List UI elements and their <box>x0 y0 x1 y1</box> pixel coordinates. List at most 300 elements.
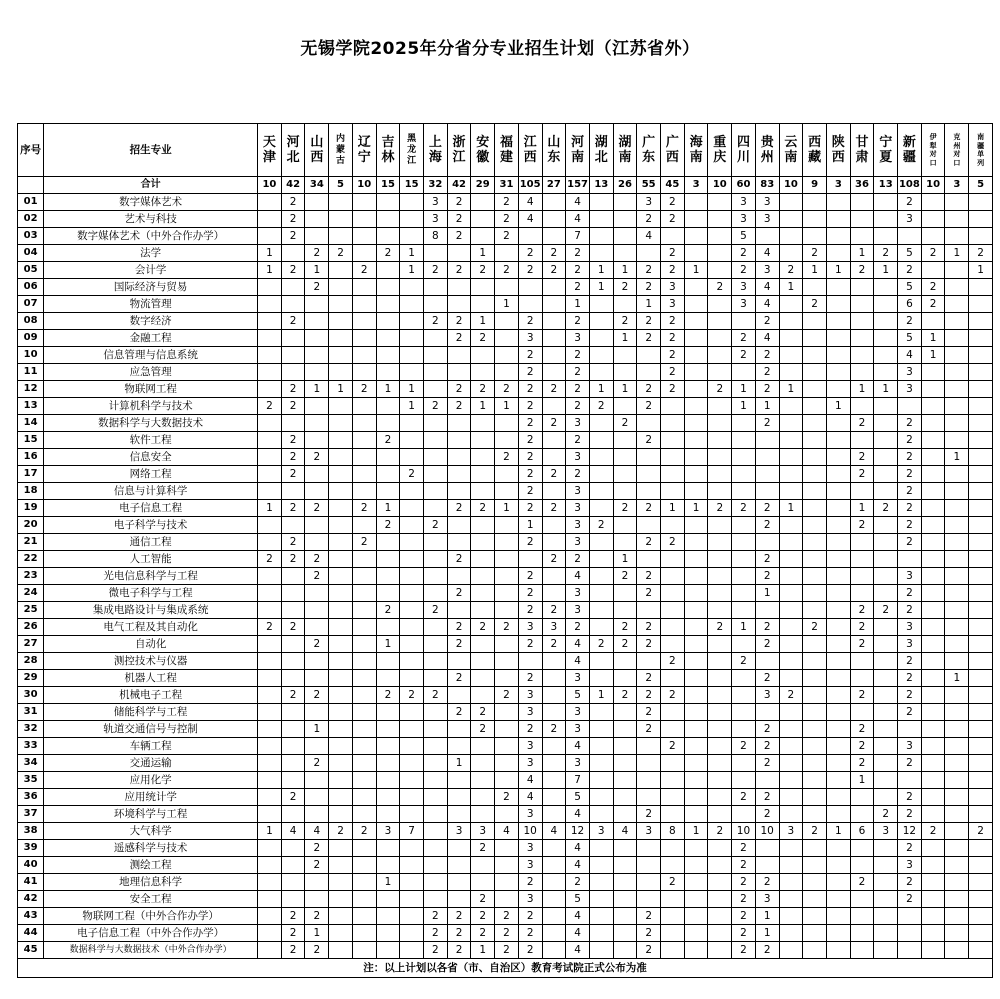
quota-cell <box>684 194 708 211</box>
quota-cell <box>352 755 376 772</box>
total-value-cell: 36 <box>850 177 874 194</box>
quota-cell <box>329 789 353 806</box>
table-row <box>18 840 993 857</box>
quota-cell <box>850 279 874 296</box>
quota-cell <box>708 398 732 415</box>
quota-cell <box>352 857 376 874</box>
quota-cell <box>400 500 424 517</box>
quota-cell <box>708 330 732 347</box>
quota-cell <box>945 381 969 398</box>
quota-cell: 6 <box>850 823 874 840</box>
quota-cell <box>708 313 732 330</box>
quota-cell: 4 <box>566 806 590 823</box>
quota-cell: 2 <box>755 568 779 585</box>
quota-cell <box>684 738 708 755</box>
quota-cell <box>708 432 732 449</box>
row-major-name: 机械电子工程 <box>44 687 258 704</box>
quota-cell <box>755 704 779 721</box>
quota-cell <box>684 857 708 874</box>
quota-cell <box>945 636 969 653</box>
row-major-name: 信息与计算科学 <box>44 483 258 500</box>
quota-cell <box>874 636 898 653</box>
quota-cell <box>874 211 898 228</box>
quota-cell: 2 <box>495 381 519 398</box>
quota-cell <box>684 908 708 925</box>
quota-cell <box>732 636 756 653</box>
quota-cell <box>826 466 850 483</box>
quota-cell <box>921 619 945 636</box>
quota-cell <box>495 517 519 534</box>
quota-cell <box>779 194 803 211</box>
quota-cell <box>661 602 685 619</box>
quota-cell <box>969 432 993 449</box>
province-name: 江 西 <box>523 135 537 165</box>
quota-cell <box>258 534 282 551</box>
quota-cell: 2 <box>566 432 590 449</box>
total-value-cell: 42 <box>447 177 471 194</box>
row-major-name: 大气科学 <box>44 823 258 840</box>
quota-cell: 8 <box>661 823 685 840</box>
quota-cell: 3 <box>732 211 756 228</box>
quota-cell: 4 <box>755 279 779 296</box>
quota-cell: 2 <box>305 840 329 857</box>
quota-cell <box>945 687 969 704</box>
quota-cell <box>352 602 376 619</box>
row-seq: 02 <box>18 211 44 228</box>
quota-cell <box>708 636 732 653</box>
quota-cell <box>969 500 993 517</box>
quota-cell <box>921 687 945 704</box>
quota-cell <box>376 653 400 670</box>
quota-cell <box>826 857 850 874</box>
row-seq: 19 <box>18 500 44 517</box>
quota-cell <box>661 415 685 432</box>
quota-cell <box>826 534 850 551</box>
quota-cell <box>471 279 495 296</box>
quota-cell <box>258 925 282 942</box>
quota-cell <box>352 806 376 823</box>
quota-cell <box>495 755 519 772</box>
row-major-name: 艺术与科技 <box>44 211 258 228</box>
quota-cell <box>400 874 424 891</box>
quota-cell <box>779 398 803 415</box>
header-province <box>803 124 827 177</box>
quota-cell: 3 <box>755 687 779 704</box>
quota-cell: 1 <box>400 381 424 398</box>
quota-cell: 2 <box>495 789 519 806</box>
quota-cell <box>945 211 969 228</box>
quota-cell: 3 <box>898 636 922 653</box>
quota-cell <box>779 619 803 636</box>
quota-cell <box>495 721 519 738</box>
header-province <box>589 124 613 177</box>
quota-cell <box>708 840 732 857</box>
quota-cell <box>305 296 329 313</box>
quota-cell <box>542 942 566 959</box>
quota-cell <box>329 483 353 500</box>
province-name: 甘 肃 <box>855 135 869 165</box>
quota-cell: 2 <box>305 551 329 568</box>
quota-cell: 3 <box>755 211 779 228</box>
row-major-name: 轨道交通信号与控制 <box>44 721 258 738</box>
quota-cell <box>874 483 898 500</box>
quota-cell <box>305 364 329 381</box>
quota-cell <box>613 789 637 806</box>
total-value-cell: 42 <box>281 177 305 194</box>
quota-cell <box>258 296 282 313</box>
header-province <box>945 124 969 177</box>
quota-cell: 3 <box>732 194 756 211</box>
quota-cell: 3 <box>898 619 922 636</box>
quota-cell <box>732 313 756 330</box>
quota-cell: 2 <box>708 381 732 398</box>
quota-cell: 4 <box>755 245 779 262</box>
quota-cell <box>329 262 353 279</box>
quota-cell <box>874 194 898 211</box>
quota-cell <box>447 466 471 483</box>
quota-cell <box>376 534 400 551</box>
quota-cell <box>732 721 756 738</box>
quota-cell <box>708 466 732 483</box>
quota-cell <box>708 262 732 279</box>
row-major-name: 数字媒体艺术 <box>44 194 258 211</box>
table-row <box>18 568 993 585</box>
quota-cell: 4 <box>566 568 590 585</box>
quota-cell: 2 <box>898 755 922 772</box>
quota-cell <box>542 568 566 585</box>
quota-cell <box>258 466 282 483</box>
quota-cell <box>258 347 282 364</box>
quota-cell <box>447 432 471 449</box>
quota-cell <box>281 602 305 619</box>
quota-cell <box>921 636 945 653</box>
table-row <box>18 619 993 636</box>
quota-cell: 2 <box>637 704 661 721</box>
quota-cell <box>329 415 353 432</box>
quota-cell <box>471 670 495 687</box>
header-province <box>826 124 850 177</box>
quota-cell: 2 <box>661 262 685 279</box>
quota-cell <box>352 228 376 245</box>
quota-cell <box>613 942 637 959</box>
quota-cell: 2 <box>424 602 448 619</box>
quota-cell <box>850 347 874 364</box>
quota-cell: 2 <box>447 704 471 721</box>
quota-cell <box>874 330 898 347</box>
quota-cell: 4 <box>613 823 637 840</box>
row-major-name: 交通运输 <box>44 755 258 772</box>
quota-cell: 2 <box>447 636 471 653</box>
quota-cell: 2 <box>661 381 685 398</box>
quota-cell: 2 <box>352 262 376 279</box>
quota-cell: 2 <box>732 653 756 670</box>
quota-cell: 4 <box>566 738 590 755</box>
quota-cell <box>708 517 732 534</box>
quota-cell: 2 <box>898 687 922 704</box>
quota-cell <box>613 534 637 551</box>
quota-cell <box>874 398 898 415</box>
quota-cell <box>258 432 282 449</box>
enrollment-plan-table <box>17 123 993 978</box>
row-major-name: 通信工程 <box>44 534 258 551</box>
quota-cell: 2 <box>898 432 922 449</box>
quota-cell <box>945 653 969 670</box>
quota-cell <box>637 857 661 874</box>
quota-cell <box>352 415 376 432</box>
quota-cell <box>803 330 827 347</box>
quota-cell <box>921 670 945 687</box>
quota-cell <box>732 466 756 483</box>
quota-cell <box>424 874 448 891</box>
quota-cell: 1 <box>779 500 803 517</box>
table-row <box>18 772 993 789</box>
quota-cell: 2 <box>708 500 732 517</box>
row-major-name: 电子信息工程（中外合作办学） <box>44 925 258 942</box>
quota-cell: 2 <box>661 738 685 755</box>
quota-cell <box>684 942 708 959</box>
quota-cell <box>400 840 424 857</box>
quota-cell <box>589 670 613 687</box>
province-name: 河 南 <box>571 135 585 165</box>
quota-cell: 4 <box>566 211 590 228</box>
quota-cell <box>352 330 376 347</box>
row-seq: 21 <box>18 534 44 551</box>
table-row <box>18 347 993 364</box>
quota-cell <box>850 704 874 721</box>
province-name: 宁 夏 <box>879 135 893 165</box>
quota-cell: 2 <box>447 194 471 211</box>
table-row <box>18 653 993 670</box>
quota-cell: 2 <box>542 262 566 279</box>
quota-cell <box>708 483 732 500</box>
quota-cell <box>898 925 922 942</box>
quota-cell: 2 <box>755 738 779 755</box>
quota-cell <box>850 364 874 381</box>
quota-cell <box>305 313 329 330</box>
quota-cell <box>471 483 495 500</box>
quota-cell: 2 <box>376 517 400 534</box>
quota-cell <box>684 755 708 772</box>
quota-cell <box>826 245 850 262</box>
quota-cell: 4 <box>637 228 661 245</box>
quota-cell <box>969 551 993 568</box>
quota-cell: 2 <box>637 211 661 228</box>
quota-cell <box>969 840 993 857</box>
quota-cell <box>613 466 637 483</box>
quota-cell <box>803 568 827 585</box>
quota-cell <box>779 908 803 925</box>
quota-cell: 3 <box>518 330 542 347</box>
quota-cell <box>826 891 850 908</box>
quota-cell: 2 <box>850 415 874 432</box>
quota-cell <box>400 653 424 670</box>
quota-cell: 3 <box>566 330 590 347</box>
quota-cell: 2 <box>921 823 945 840</box>
quota-cell: 2 <box>424 313 448 330</box>
quota-cell <box>826 789 850 806</box>
quota-cell <box>898 942 922 959</box>
quota-cell <box>329 466 353 483</box>
quota-cell <box>258 381 282 398</box>
quota-cell <box>281 415 305 432</box>
quota-cell <box>258 789 282 806</box>
quota-cell <box>447 347 471 364</box>
quota-cell: 2 <box>281 313 305 330</box>
row-major-name: 地理信息科学 <box>44 874 258 891</box>
quota-cell <box>305 483 329 500</box>
quota-cell <box>281 653 305 670</box>
province-name: 山 西 <box>310 135 324 165</box>
header-province <box>661 124 685 177</box>
quota-cell: 2 <box>566 619 590 636</box>
quota-cell: 1 <box>826 823 850 840</box>
quota-cell <box>826 279 850 296</box>
quota-cell: 2 <box>495 194 519 211</box>
quota-cell <box>874 347 898 364</box>
province-name: 安 徽 <box>476 135 490 165</box>
total-value-cell: 26 <box>613 177 637 194</box>
quota-cell <box>447 653 471 670</box>
quota-cell <box>400 602 424 619</box>
quota-cell: 4 <box>566 840 590 857</box>
quota-cell <box>471 466 495 483</box>
province-name: 南 疆 单 列 <box>977 133 985 167</box>
quota-cell <box>471 874 495 891</box>
quota-cell: 1 <box>921 330 945 347</box>
quota-cell <box>589 245 613 262</box>
quota-cell <box>661 398 685 415</box>
quota-cell <box>518 228 542 245</box>
quota-cell: 3 <box>518 704 542 721</box>
quota-cell <box>921 568 945 585</box>
quota-cell <box>376 551 400 568</box>
quota-cell <box>945 500 969 517</box>
quota-cell <box>969 653 993 670</box>
header-province <box>305 124 329 177</box>
quota-cell <box>898 908 922 925</box>
quota-cell: 2 <box>589 398 613 415</box>
quota-cell: 2 <box>779 687 803 704</box>
quota-cell <box>921 942 945 959</box>
quota-cell <box>684 687 708 704</box>
quota-cell <box>305 772 329 789</box>
quota-cell <box>969 517 993 534</box>
quota-cell <box>281 721 305 738</box>
quota-cell: 3 <box>518 687 542 704</box>
quota-cell: 2 <box>874 500 898 517</box>
quota-cell: 3 <box>542 619 566 636</box>
quota-cell <box>400 551 424 568</box>
quota-cell: 2 <box>969 823 993 840</box>
quota-cell: 3 <box>566 704 590 721</box>
quota-cell <box>329 534 353 551</box>
quota-cell <box>258 568 282 585</box>
quota-cell <box>684 772 708 789</box>
quota-cell: 2 <box>495 228 519 245</box>
row-seq: 12 <box>18 381 44 398</box>
quota-cell <box>708 534 732 551</box>
quota-cell <box>424 653 448 670</box>
quota-cell <box>684 449 708 466</box>
table-row <box>18 704 993 721</box>
quota-cell <box>281 347 305 364</box>
quota-cell <box>400 279 424 296</box>
quota-cell <box>305 891 329 908</box>
quota-cell <box>945 347 969 364</box>
quota-cell <box>661 619 685 636</box>
total-value-cell: 13 <box>589 177 613 194</box>
quota-cell <box>850 330 874 347</box>
quota-cell <box>495 891 519 908</box>
quota-cell: 2 <box>755 500 779 517</box>
quota-cell <box>352 551 376 568</box>
quota-cell <box>613 653 637 670</box>
quota-cell <box>613 806 637 823</box>
quota-cell: 2 <box>424 398 448 415</box>
quota-cell <box>684 347 708 364</box>
quota-cell <box>708 704 732 721</box>
quota-cell <box>803 381 827 398</box>
quota-cell <box>258 330 282 347</box>
quota-cell <box>589 619 613 636</box>
quota-cell: 2 <box>637 908 661 925</box>
row-major-name: 物联网工程（中外合作办学） <box>44 908 258 925</box>
quota-cell <box>661 755 685 772</box>
quota-cell <box>518 296 542 313</box>
total-value-cell: 5 <box>969 177 993 194</box>
quota-cell: 3 <box>898 211 922 228</box>
quota-cell <box>542 398 566 415</box>
quota-cell: 2 <box>352 500 376 517</box>
quota-cell <box>874 721 898 738</box>
quota-cell: 2 <box>874 602 898 619</box>
quota-cell <box>447 874 471 891</box>
quota-cell: 1 <box>258 245 282 262</box>
quota-cell <box>779 415 803 432</box>
quota-cell <box>826 381 850 398</box>
row-major-name: 测控技术与仪器 <box>44 653 258 670</box>
quota-cell: 4 <box>755 330 779 347</box>
quota-cell <box>352 313 376 330</box>
quota-cell: 4 <box>281 823 305 840</box>
quota-cell: 2 <box>637 636 661 653</box>
quota-cell <box>945 398 969 415</box>
quota-cell <box>637 653 661 670</box>
quota-cell <box>424 721 448 738</box>
quota-cell: 2 <box>898 466 922 483</box>
header-province <box>850 124 874 177</box>
quota-cell <box>969 330 993 347</box>
quota-cell: 2 <box>305 245 329 262</box>
quota-cell: 1 <box>874 381 898 398</box>
quota-cell <box>400 925 424 942</box>
quota-cell: 2 <box>850 755 874 772</box>
quota-cell <box>424 857 448 874</box>
quota-cell <box>542 432 566 449</box>
quota-cell <box>921 755 945 772</box>
quota-cell: 2 <box>613 415 637 432</box>
quota-cell <box>352 619 376 636</box>
quota-cell <box>495 670 519 687</box>
quota-cell <box>589 415 613 432</box>
quota-cell <box>447 806 471 823</box>
quota-cell <box>376 262 400 279</box>
quota-cell <box>376 738 400 755</box>
quota-cell <box>850 653 874 670</box>
quota-cell: 2 <box>850 466 874 483</box>
quota-cell: 2 <box>305 500 329 517</box>
quota-cell <box>305 704 329 721</box>
